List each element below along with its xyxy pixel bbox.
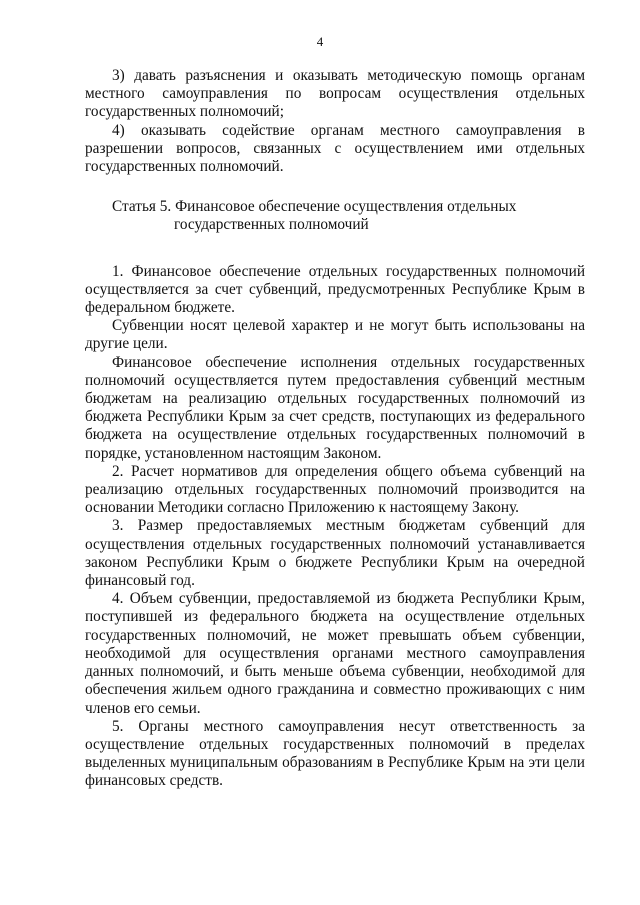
paragraph-item-4: 4) оказывать содействие органам местного самоуправления в разрешении вопросов, связанных с осуществлением ими отдельных государственных полномочий.: [85, 121, 585, 176]
paragraph-clause-1: 1. Финансовое обеспечение отдельных государственных полномочий осуществляется за счет субвенций, предусмотренных Республике Крым в федеральном бюджете.: [85, 262, 585, 317]
page-number: 4: [316, 34, 324, 49]
paragraph-clause-4: 4. Объем субвенции, предоставляемой из бюджета Республики Крым, поступившей из федерального бюджета на осуществление отдельных государственных полномочий, не может превышать объем субвенции, необходимой для осуществления органами местного самоуправления данных полномочий, и быть меньше объема субвенции, необходимой для обеспечения жильем одного гражданина и совместно проживающих с ним членов его семьи.: [85, 590, 585, 717]
paragraph-item-3: 3) давать разъяснения и оказывать методическую помощь органам местного самоуправления по вопросам осуществления отдельных государственных полномочий;: [85, 67, 585, 121]
paragraph-clause-5: 5. Органы местного самоуправления несут ответственность за осуществление отдельных государственных полномочий в пределах выделенных муниципальным образованиям в Республике Крым на эти цели финансовых средств.: [85, 717, 585, 790]
paragraph-subventions-purpose: Субвенции носят целевой характер и не могут быть использованы на другие цели.: [85, 317, 585, 353]
article-heading-line1: Статья 5. Финансовое обеспечение осуществления отдельных: [112, 198, 517, 216]
paragraph-clause-2: 2. Расчет нормативов для определения общего объема субвенций на реализацию отдельных государственных полномочий производится на основании Методики согласно Приложению к настоящему Закону.: [85, 462, 585, 517]
document-body: [85, 67, 585, 791]
article-heading-line2: государственных полномочий: [174, 216, 369, 234]
paragraph-clause-3: 3. Размер предоставляемых местным бюджетам субвенций для осуществления отдельных государственных полномочий устанавливается законом Республики Крым о бюджете Республики Крым на очередной финансовый год.: [85, 517, 585, 590]
article-heading: [85, 198, 585, 234]
paragraph-financial-provision: Финансовое обеспечение исполнения отдельных государственных полномочий осуществляется путем предоставления субвенций местным бюджетам на реализацию отдельных государственных полномочий из бюджета Республики Крым за счет средств, поступающих из федерального бюджета на осуществление отдельных государственных полномочий в порядке, установленном настоящим Законом.: [85, 353, 585, 462]
